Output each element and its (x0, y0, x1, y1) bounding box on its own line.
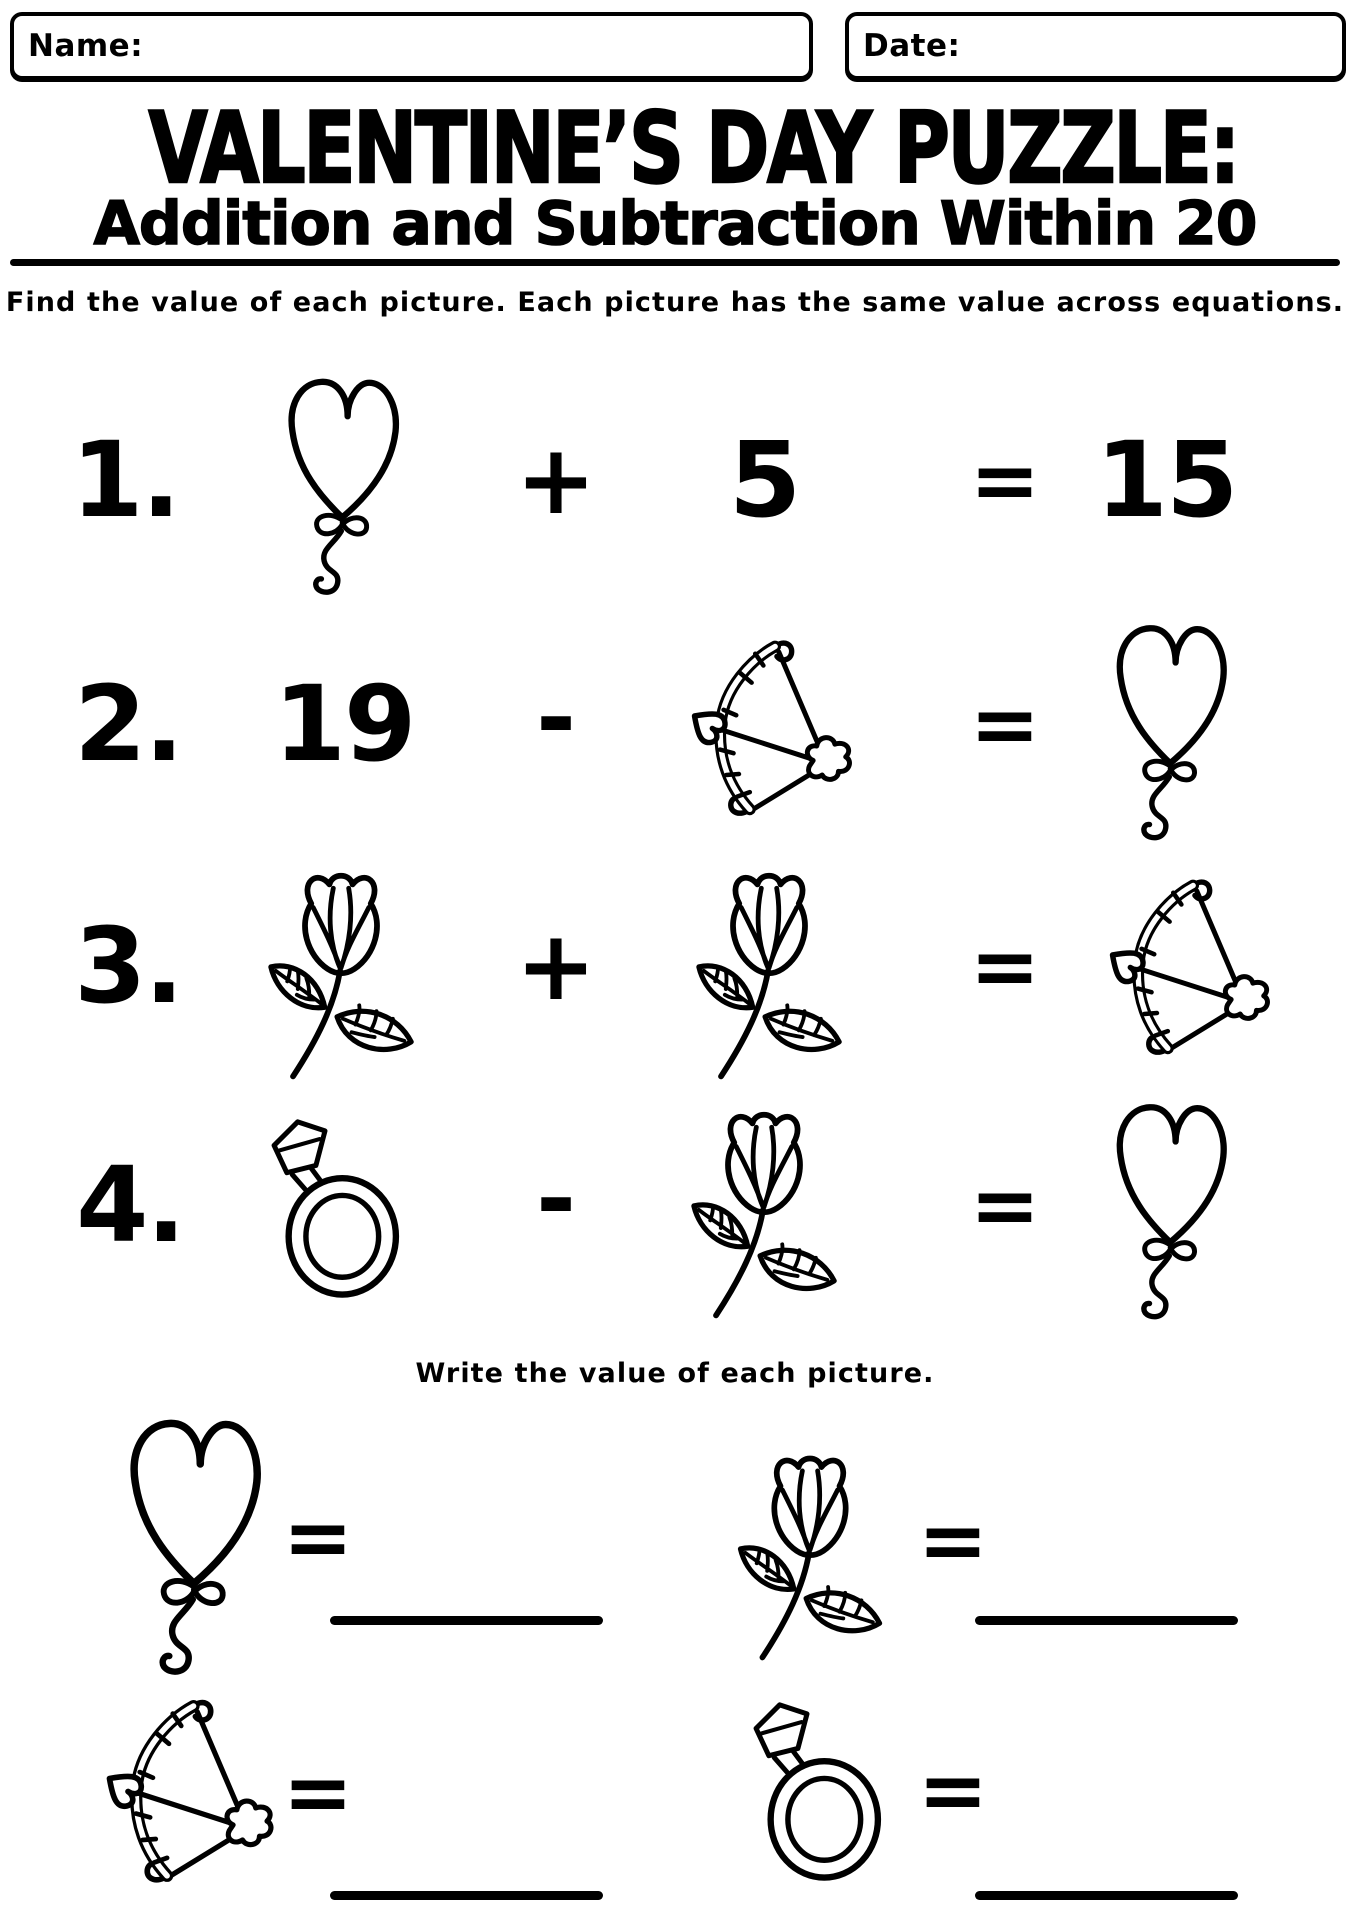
answer-line-ring[interactable] (975, 1891, 1238, 1900)
equation-3-number: 3. (74, 905, 182, 1027)
bow-arrow-icon (1090, 864, 1280, 1069)
answer-ring-equals: = (917, 1741, 989, 1839)
answer-section-heading: Write the value of each picture. (415, 1358, 935, 1389)
date-label: Date: (863, 28, 961, 64)
equation-1-result: 15 (1095, 419, 1237, 541)
rose-icon (677, 846, 862, 1086)
ring-icon (747, 1688, 897, 1888)
heart-balloon-icon (274, 367, 414, 602)
name-label: Name: (28, 28, 144, 64)
rose-icon (672, 1085, 857, 1325)
equation-1-operator: + (515, 424, 597, 536)
equation-2-equals: = (969, 675, 1041, 773)
bow-arrow-icon (672, 625, 862, 830)
equation-2-operator: - (536, 662, 576, 774)
answer-line-heart[interactable] (330, 1616, 603, 1625)
answer-bow-equals: = (282, 1743, 354, 1841)
instructions: Find the value of each picture. Each picture has the same value across equations. (5, 287, 1345, 318)
equation-4-number: 4. (76, 1144, 184, 1266)
equation-3-equals: = (969, 917, 1041, 1015)
ring-icon (265, 1099, 415, 1311)
page-subtitle: Addition and Subtraction Within 20 (93, 189, 1257, 259)
heart-balloon-icon (116, 1403, 276, 1686)
bow-arrow-icon (86, 1689, 284, 1892)
name-field[interactable] (10, 12, 813, 80)
heart-balloon-icon (1105, 611, 1240, 849)
answer-line-bow[interactable] (330, 1891, 603, 1900)
rose-icon (249, 846, 434, 1086)
answer-heart-equals: = (282, 1488, 354, 1586)
equation-1-operand: 5 (728, 419, 800, 541)
equation-1-equals: = (969, 431, 1041, 529)
divider (10, 259, 1340, 266)
page-title: VALENTINE’S DAY PUZZLE: (148, 92, 1238, 206)
heart-balloon-icon (1105, 1090, 1240, 1328)
answer-line-rose[interactable] (975, 1616, 1238, 1625)
equation-4-equals: = (969, 1156, 1041, 1254)
equation-1-number: 1. (71, 419, 179, 541)
equation-2-number: 2. (74, 663, 182, 785)
rose-icon (715, 1429, 905, 1667)
equation-3-operator: + (515, 910, 597, 1022)
equation-4-operator: - (536, 1143, 576, 1255)
equation-2-operand: 19 (273, 663, 415, 785)
date-field[interactable] (845, 12, 1346, 80)
answer-rose-equals: = (917, 1491, 989, 1589)
